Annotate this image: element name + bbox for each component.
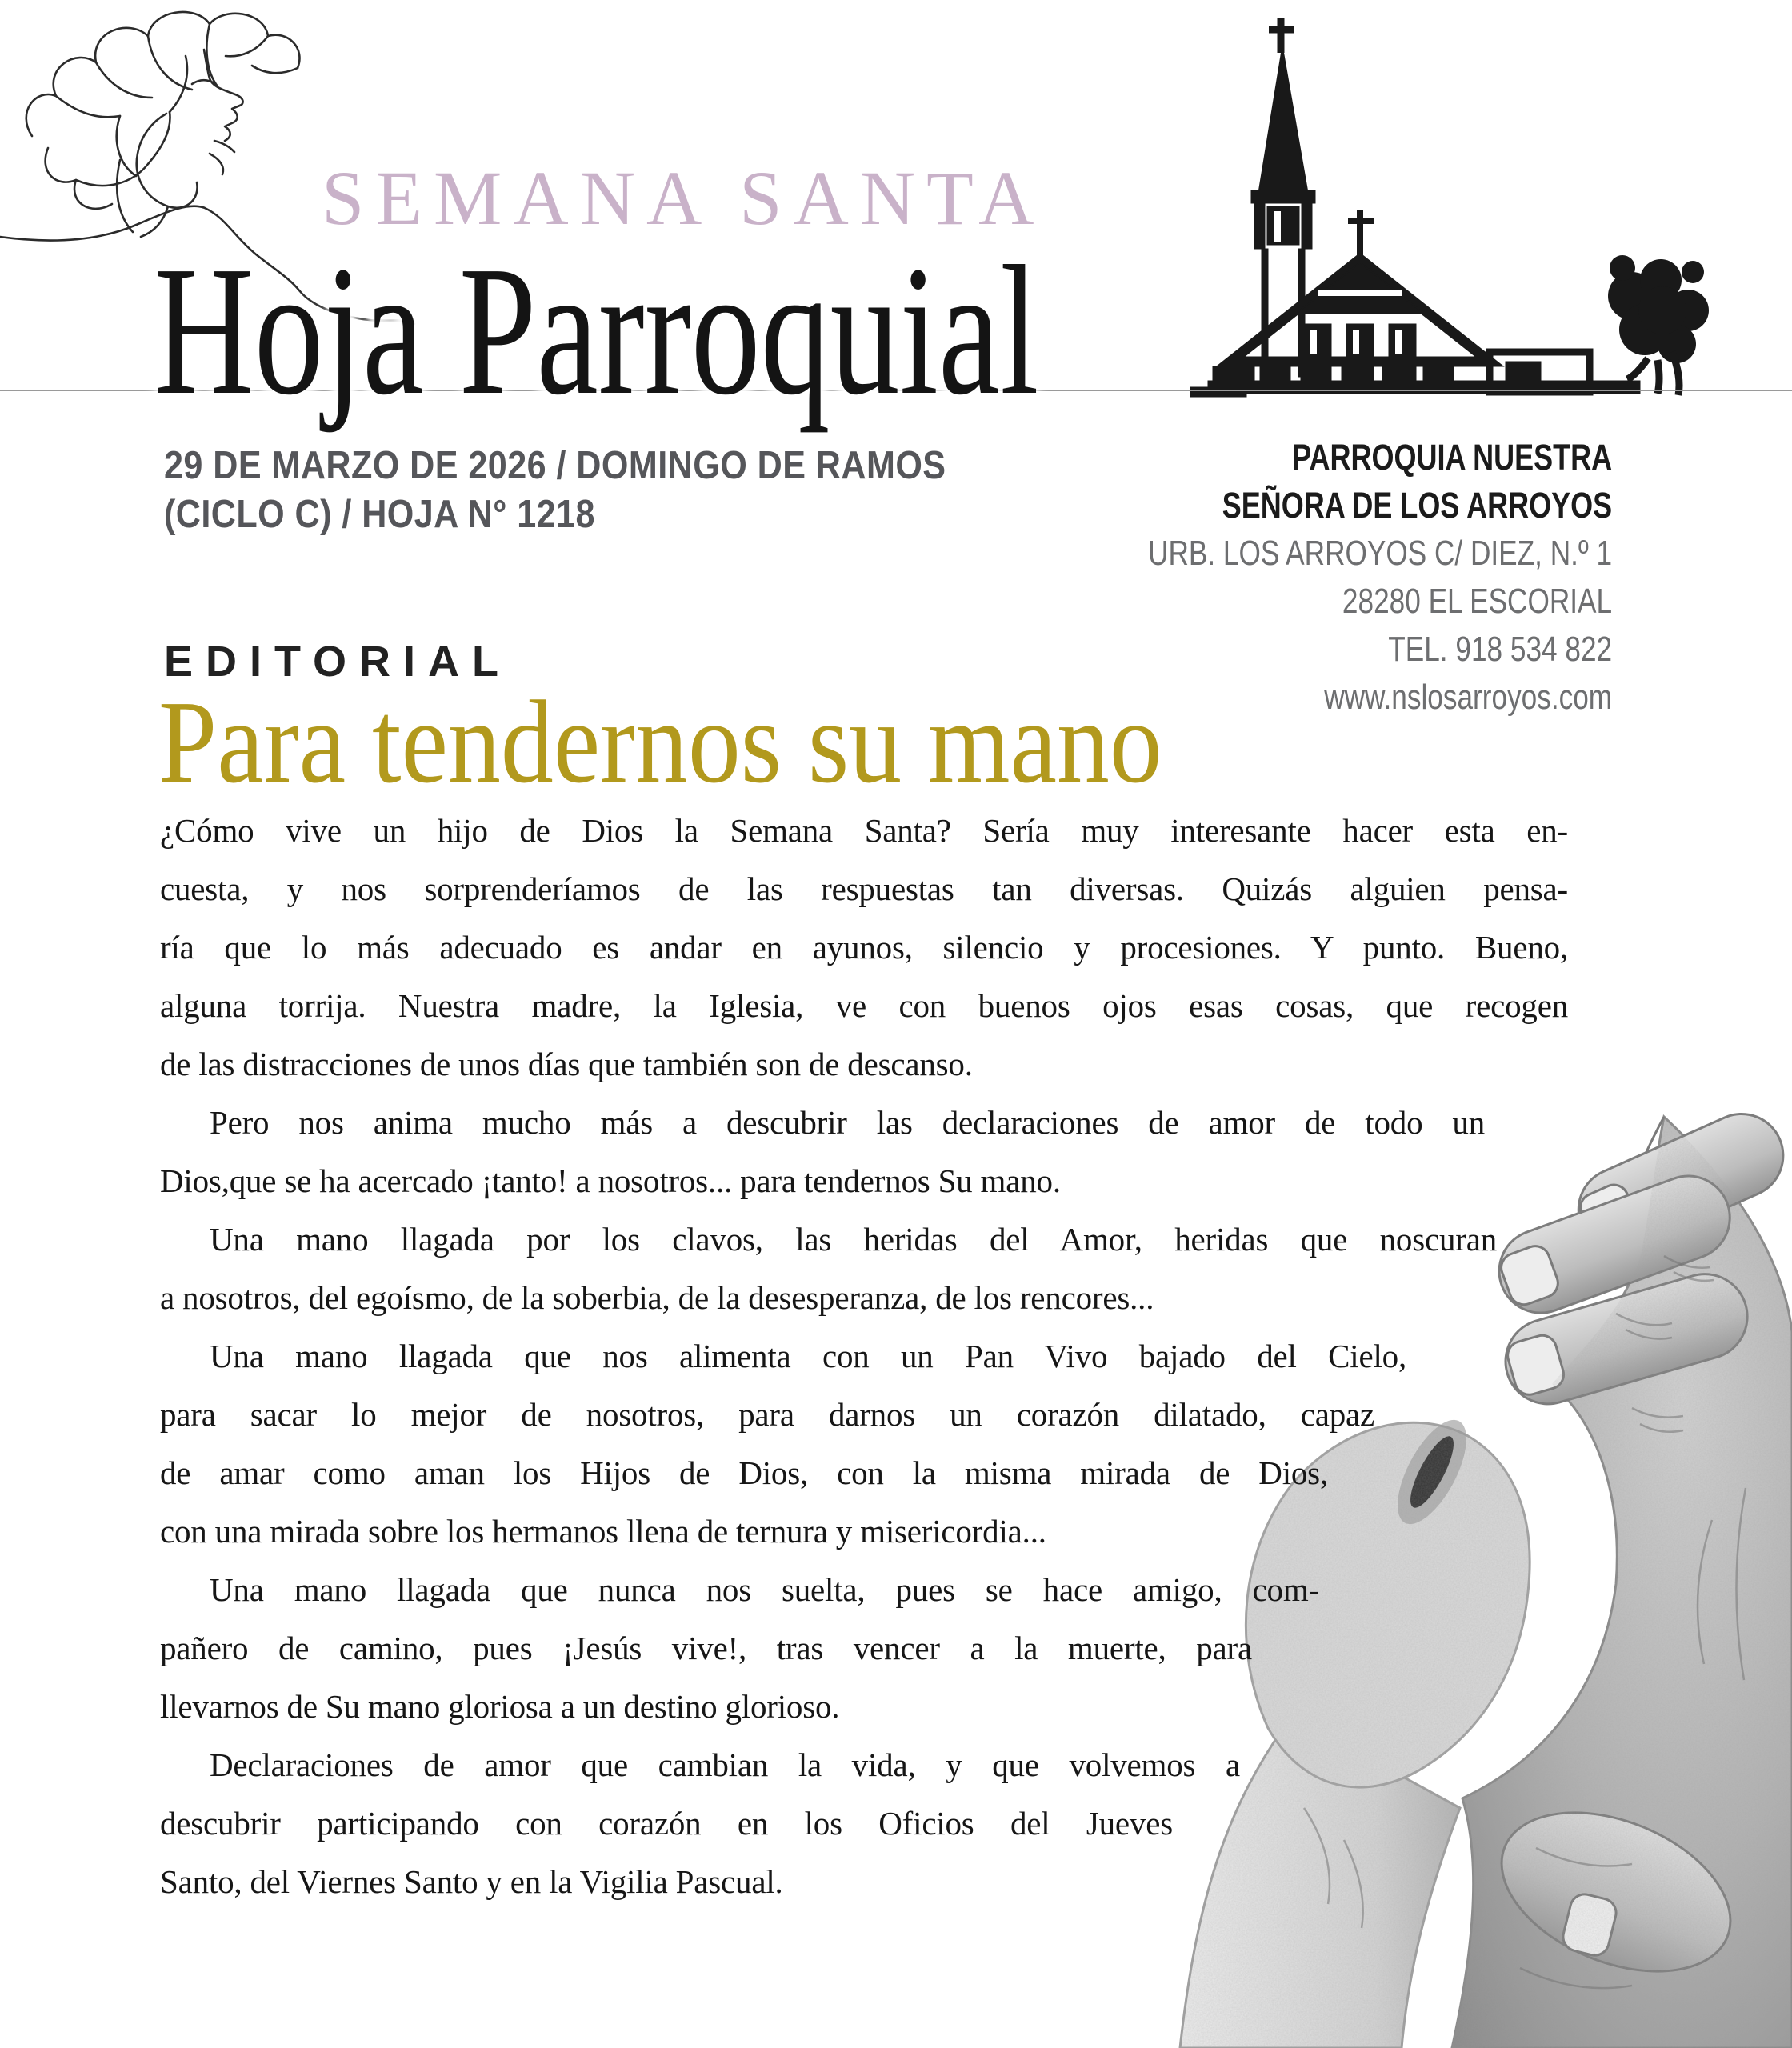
parish-website: www.nslosarroyos.com (1324, 678, 1612, 717)
body-line: llevarnos de Su mano gloriosa a un destino glorioso. (160, 1688, 840, 1725)
body-line: Pero nos anima mucho más a descubrir las declaraciones de amor de todo un (210, 1104, 1485, 1141)
body-line: pañero de camino, pues ¡Jesús vive!, tras vencer a la muerte, para (160, 1630, 1252, 1666)
body-line: Una mano llagada que nos alimenta con un Pan Vivo bajado del Cielo, (210, 1338, 1406, 1374)
page-title: Hoja Parroquial (154, 228, 1039, 434)
issue-info (164, 442, 946, 539)
parish-name-line: SEÑORA DE LOS ARROYOS (1222, 485, 1612, 526)
body-line: Una mano llagada por los clavos, las heridas del Amor, heridas que noscuran (210, 1221, 1497, 1258)
body-line: Declaraciones de amor que cambian la vida, y que volvemos a (210, 1746, 1240, 1783)
body-line: Dios,que se ha acercado ¡tanto! a nosotros... para tendernos Su mano. (160, 1162, 1061, 1199)
body-line: cuesta, y nos sorprenderíamos de las respuestas tan diversas. Quizás alguien pensa- (160, 870, 1568, 907)
body-line: con una mirada sobre los hermanos llena de ternura y misericordia... (160, 1513, 1046, 1550)
body-line: ¿Cómo vive un hijo de Dios la Semana Santa? Sería muy interesante hacer esta en- (160, 812, 1568, 849)
body-line: Una mano llagada que nunca nos suelta, pues se hace amigo, com- (210, 1571, 1319, 1608)
parish-address-block (1148, 434, 1612, 722)
body-line: de las distracciones de unos días que también son de descanso. (160, 1046, 973, 1082)
parish-phone: TEL. 918 534 822 (1388, 630, 1612, 669)
church-icon (1184, 8, 1712, 400)
body-line: de amar como aman los Hijos de Dios, con la misma mirada de Dios, (160, 1454, 1328, 1491)
body-line: ría que lo más adecuado es andar en ayunos, silencio y procesiones. Y punto. Bueno, (160, 929, 1568, 966)
issue-line: (CICLO C) / HOJA N° 1218 (164, 493, 595, 536)
editorial-headline: Para tendernos su mano (158, 677, 1162, 808)
parish-address-line: URB. LOS ARROYOS C/ DIEZ, N.º 1 (1147, 534, 1612, 573)
editorial-body (160, 802, 1568, 1911)
body-line: Santo, del Viernes Santo y en la Vigilia Pascual. (160, 1863, 783, 1900)
parish-address-line: 28280 EL ESCORIAL (1342, 582, 1612, 621)
body-line: alguna torrija. Nuestra madre, la Iglesia, ve con buenos ojos esas cosas, que recogen (160, 987, 1568, 1024)
body-line: para sacar lo mejor de nosotros, para darnos un corazón dilatado, capaz (160, 1396, 1374, 1433)
body-line: a nosotros, del egoísmo, de la soberbia, de la desesperanza, de los rencores... (160, 1279, 1154, 1316)
issue-line: 29 DE MARZO DE 2026 / DOMINGO DE RAMOS (164, 444, 946, 487)
kicker-semana-santa: SEMANA SANTA (322, 155, 1046, 241)
section-label-editorial: EDITORIAL (164, 638, 512, 686)
parish-name-line: PARROQUIA NUESTRA (1291, 437, 1612, 478)
body-line: descubrir participando con corazón en los Oficios del Jueves (160, 1805, 1173, 1842)
